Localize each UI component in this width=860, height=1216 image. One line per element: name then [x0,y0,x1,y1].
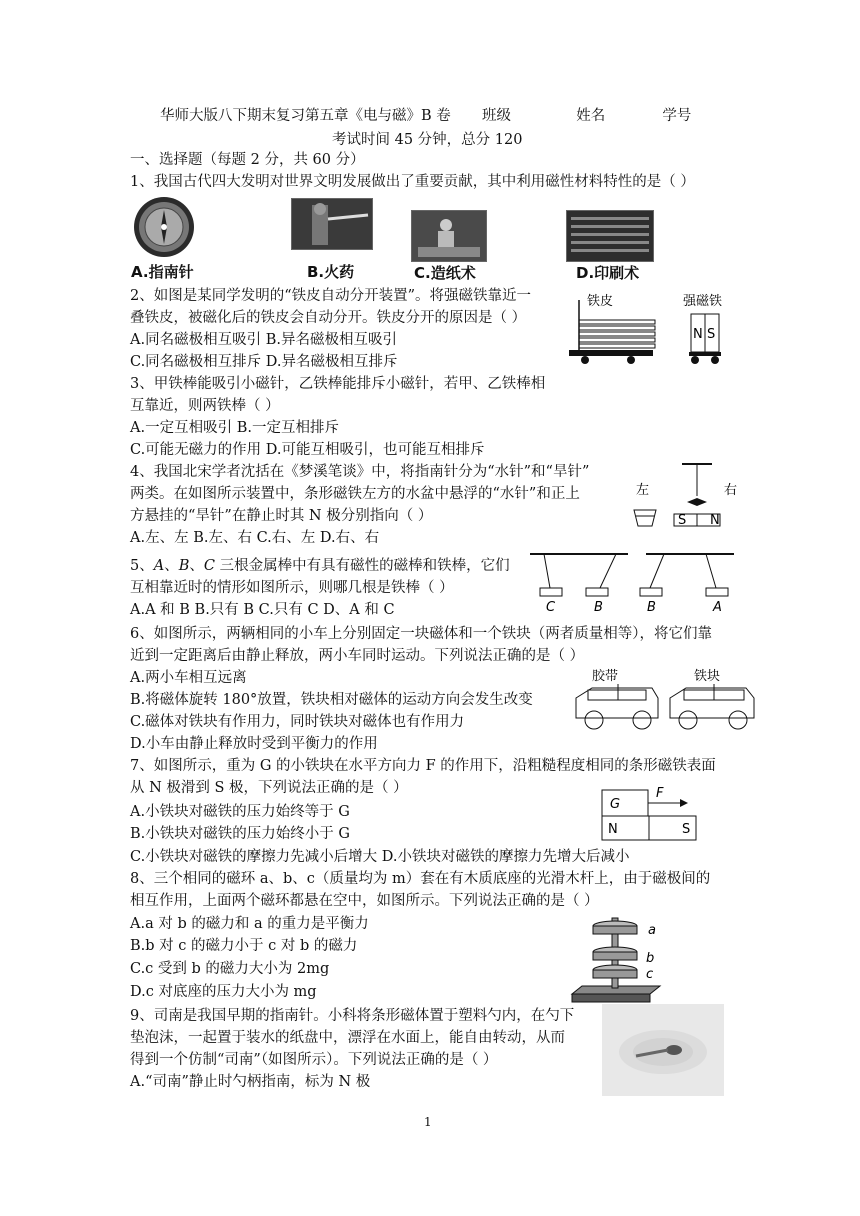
svg-text:N: N [710,513,720,528]
q3-options-ab: A.一定互相吸引 B.一定互相排斥 [130,420,339,436]
svg-text:N: N [608,822,618,837]
svg-text:B: B [594,600,603,615]
svg-text:A: A [713,600,722,615]
q8-option-b: B.b 对 c 的磁力小于 c 对 b 的磁力 [130,938,358,954]
sinan-spoon-image [602,1004,724,1096]
q3-options-cd: C.可能无磁力的作用 D.可能互相吸引，也可能互相排斥 [130,442,485,458]
q6-line1: 6、如图所示，两辆相同的小车上分别固定一块磁体和一个铁块（两者质量相等），将它们靠 [130,626,712,642]
q2-line2: 叠铁皮，被磁化后的铁皮会自动分开。铁皮分开的原因是（ ） [130,310,527,326]
q8-option-c: C.c 受到 b 的磁力大小为 2mg [130,961,330,977]
strong-magnet-label: 强磁铁 [683,294,723,309]
compass-image [133,196,195,258]
q4-line3: 方悬挂的“旱针”在静止时其 N 极分别指向（ ） [130,508,433,524]
q5-options: A.A 和 B B.只有 B C.只有 C D、A 和 C [130,602,395,618]
q7-option-b: B.小铁块对磁铁的压力始终小于 G [130,826,350,842]
q9-line2: 垫泡沫，一起置于装水的纸盘中，漂浮在水面上，能自由转动，从而 [130,1030,565,1046]
printing-image [566,210,654,262]
q1-caption-c: C.造纸术 [414,264,476,282]
q1-caption-a: A.指南针 [131,263,194,281]
q3-line1: 3、甲铁棒能吸引小磁针，乙铁棒能排斥小磁针，若甲、乙铁棒相 [130,376,546,392]
q1-caption-d: D.印刷术 [576,264,640,282]
q8-option-a: A.a 对 b 的磁力和 a 的重力是平衡力 [130,916,369,932]
number-label: 学号 [662,108,692,124]
q6-option-b: B.将磁体旋转 180°放置，铁块相对磁体的运动方向会发生改变 [130,692,533,708]
exam-subtitle: 考试时间 45 分钟，总分 120 [332,132,523,148]
q7-line2: 从 N 极滑到 S 极，下列说法正确的是（ ） [130,780,408,796]
q7-option-cd: C.小铁块对磁铁的摩擦力先减小后增大 D.小铁块对磁铁的摩擦力先增大后减小 [130,849,630,865]
iron-block-figure [600,786,700,844]
q6-option-c: C.磁体对铁块有作用力，同时铁块对磁体也有作用力 [130,714,465,730]
q4-line1: 4、我国北宋学者沈括在《梦溪笔谈》中，将指南针分为“水针”和“旱针” [130,464,590,480]
q1-caption-b: B.火药 [307,263,355,281]
q5-line1: 5、A、B、C 三根金属棒中有具有磁性的磁棒和铁棒，它们 [130,558,510,574]
q3-line2: 互靠近，则两铁棒（ ） [130,398,280,414]
q6-option-a: A.两小车相互远离 [130,670,247,686]
svg-text:S: S [707,327,716,342]
section-heading: 一、选择题（每题 2 分，共 60 分） [130,152,365,168]
svg-text:c: c [646,967,654,982]
name-label: 姓名 [576,108,606,124]
page-number: 1 [424,1115,432,1129]
q4-options: A.左、左 B.左、右 C.右、左 D.右、右 [130,530,380,546]
q6-line2: 近到一定距离后由静止释放，两小车同时运动。下列说法正确的是（ ） [130,648,585,664]
svg-text:S: S [682,822,691,837]
q9-line3: 得到一个仿制“司南”（如图所示）。下列说法正确的是（ ） [130,1052,498,1068]
magnet-rings-figure [568,912,668,1004]
papermaking-image [411,210,487,262]
q8-line2: 相互作用，上面两个磁环都悬在空中，如图所示。下列说法正确的是（ ） [130,893,599,909]
svg-text:胶带: 胶带 [592,669,619,684]
exam-title [160,106,691,126]
title-text: 华师大版八下期末复习第五章《电与磁》B 卷 [160,108,451,124]
needle-figure [630,460,740,530]
q6-option-d: D.小车由静止释放时受到平衡力的作用 [130,736,378,752]
gunpowder-image [291,198,373,250]
q9-line1: 9、司南是我国早期的指南针。小科将条形磁体置于塑料勺内，在勺下 [130,1008,575,1024]
svg-text:右: 右 [724,483,738,498]
q2-options-ab: A.同名磁极相互吸引 B.异名磁极相互吸引 [130,332,397,348]
svg-text:b: b [646,951,655,966]
q8-line1: 8、三个相同的磁环 a、b、c（质量均为 m）套在有木质底座的光滑木杆上，由于磁极间的 [130,871,711,887]
svg-text:N: N [693,327,703,342]
q2-options-cd: C.同名磁极相互排斥 D.异名磁极相互排斥 [130,354,398,370]
carts-figure [572,668,758,734]
q7-line1: 7、如图所示，重为 G 的小铁块在水平方向力 F 的作用下，沿粗糙程度相同的条形磁铁表面 [130,758,716,774]
svg-text:B: B [647,600,656,615]
svg-text:C: C [546,600,556,615]
svg-text:G: G [610,797,621,812]
q7-option-a: A.小铁块对磁铁的压力始终等于 G [130,804,350,820]
q5-line2: 互相靠近时的情形如图所示，则哪几根是铁棒（ ） [130,580,454,596]
q8-option-d: D.c 对底座的压力大小为 mg [130,984,317,1000]
bars-figure [528,550,738,616]
q4-line2: 两类。在如图所示装置中，条形磁铁左方的水盆中悬浮的“水针”和正上 [130,486,580,502]
iron-sheet-figure [565,288,745,368]
svg-text:a: a [648,923,656,938]
q9-option-a: A.“司南”静止时勺柄指南，标为 N 极 [130,1074,371,1090]
svg-text:铁块: 铁块 [694,669,721,684]
svg-text:F: F [656,786,664,801]
svg-text:S: S [678,513,687,528]
iron-sheet-label: 铁皮 [587,294,614,309]
class-label: 班级 [481,108,511,124]
q2-line1: 2、如图是某同学发明的“铁皮自动分开装置”。将强磁铁靠近一 [130,288,532,304]
q1-stem: 1、我国古代四大发明对世界文明发展做出了重要贡献，其中利用磁性材料特性的是（ ） [130,174,695,190]
svg-text:左: 左 [636,483,650,498]
